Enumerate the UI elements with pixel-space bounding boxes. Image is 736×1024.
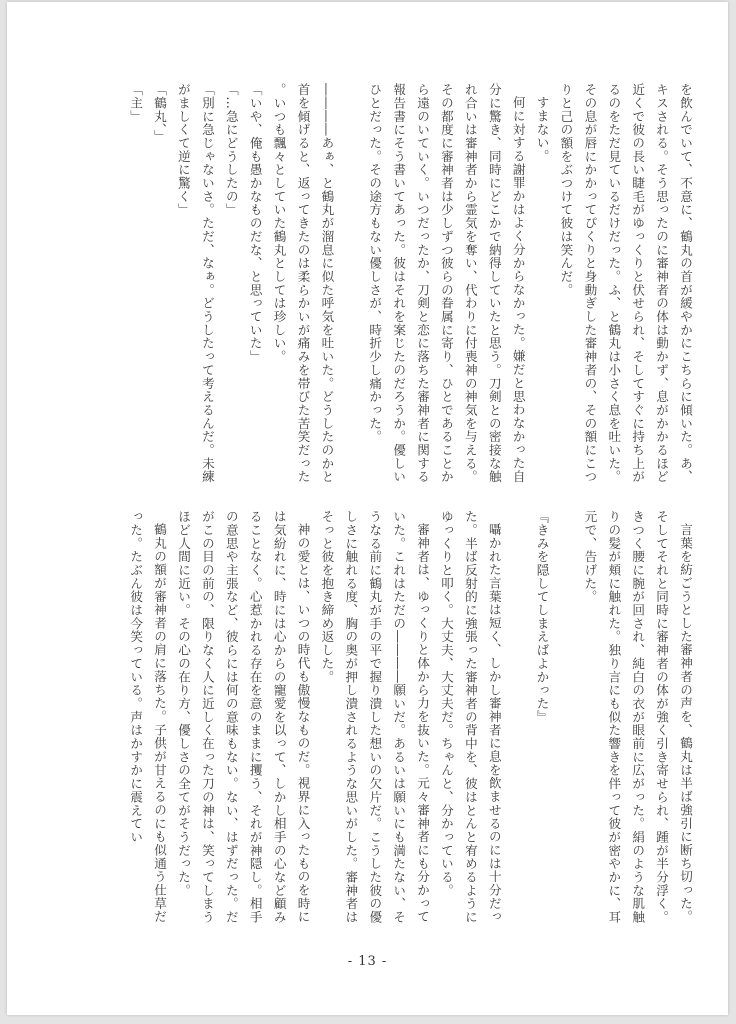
dialogue-line: 「いや、俺も愚かなものだな、と思っていた」 bbox=[247, 83, 263, 364]
paragraph: ――――あぁ、と鶴丸が溜息に似た呼気を吐いた。どうしたのかと首を傾げると、返ってきたのは柔らかいが痛みを帯びた苦笑だった。いつも飄々としていた鶴丸としては珍しい。 bbox=[271, 83, 335, 484]
paragraph: 囁かれた言葉は短く、しかし審神者に息を飲ませるのには十分だった。半ば反射的に強張った審神者の背中を、彼はとんと宥めるようにゆっくりと叩く。大丈夫、大丈夫だ。ちゃんと、分かっている。 bbox=[438, 510, 502, 924]
paragraph: 何に対する謝罪かはよく分からなかった。嫌だと思わなかった自分に驚き、同時にどこかで納得していたと思う。刀剣との密接な触れ合いは審神者から霊気を奪い、代わりに付喪神の神気を与える。その都度に審神者は少しずつ彼らの眷属に寄り、ひとであることから遠のいていく。いつだったか、刀剣と恋に落ちた審神者に関する報告書にそう書いてあった。彼はそれを案じたのだろうか。優しいひとだった。その途方もない優しさが、時折少し痛かった。 bbox=[367, 83, 526, 484]
upper-text-block bbox=[57, 83, 697, 487]
page-number: - 13 - bbox=[347, 954, 388, 969]
paragraph: 言葉を紡ごうとした審神者の声を、鶴丸は半ば強引に断ち切った。そしてそれと同時に審神者の体が強く引き寄せられ、踵が半分浮く。きつく腰に腕が回され、純白の衣が眼前に広がった。絹のような肌触りの髪が頬に触れた。独り言にも似た響きを伴って彼が密やかに、耳元で、告げた。 bbox=[582, 510, 693, 924]
paragraph: 審神者は、ゆっくりと体から力を抜いた。元々審神者にも分かっていた。これはただの――――願いだ。あるいは願いにも満たない、そうなる前に鶴丸が手の平で握り潰した想いの欠片だ。こうした彼の優しさに触れる度、胸の奥が押し潰されるような思いがした。審神者はそっと彼を抱き締め返した。 bbox=[319, 510, 431, 924]
document-page bbox=[7, 2, 728, 1015]
dialogue-line: 「鶴丸、」 bbox=[152, 83, 168, 144]
dialogue-line: 「…急にどうしたの」 bbox=[223, 83, 239, 217]
paragraph: すまない。 bbox=[534, 95, 550, 163]
lower-text-block bbox=[57, 510, 697, 936]
quoted-line: 『きみを隠してしまえばよかった』 bbox=[534, 510, 550, 724]
paragraph: を飲んでいて、不意に、鶴丸の首が緩やかにこちらに傾いた。あ、キスされる。そう思ったのに審神者の体は動かず、息がかかるほど近くで彼の長い睫毛がゆっくりと伏せられ、そしてすぐに持ち上がるのをただ見ているだけだった。ふ、と鶴丸は小さく息を吐いた。その息が唇にかかってぴくりと身動ぎした審神者の、その額にこつりと己の額をぶつけて彼は笑んだ。 bbox=[558, 83, 693, 484]
dialogue-line: 「別に急じゃないさ。ただ、なぁ。どうしたって考えるんだ。未練がましくて逆に驚く」 bbox=[175, 83, 215, 484]
paragraph: 神の愛とは、いつの時代も傲慢なものだ。視界に入ったものを時には気紛れに、時には心からの寵愛を以って、しかし相手の心など顧みることなく。心惹かれる存在を意のままに攫う、それが神隠し。相手の意思や主張など、彼らには何の意味もない。ない、はずだった。だがこの目の前の、限りなく人に近しく在った刀の神は、笑ってしまうほど人間に近い。その心の在り方、優しさの全てがそうだった。 bbox=[176, 510, 311, 924]
paragraph: 鶴丸の額が審神者の肩に落ちた。子供が甘えるのにも似通う仕草だった。たぶん彼は今笑っている。声はかすかに震えてい bbox=[128, 510, 168, 924]
blank-line bbox=[506, 510, 530, 936]
dialogue-line: 「主」 bbox=[128, 83, 144, 124]
blank-line bbox=[554, 510, 578, 936]
blank-line bbox=[338, 83, 362, 487]
